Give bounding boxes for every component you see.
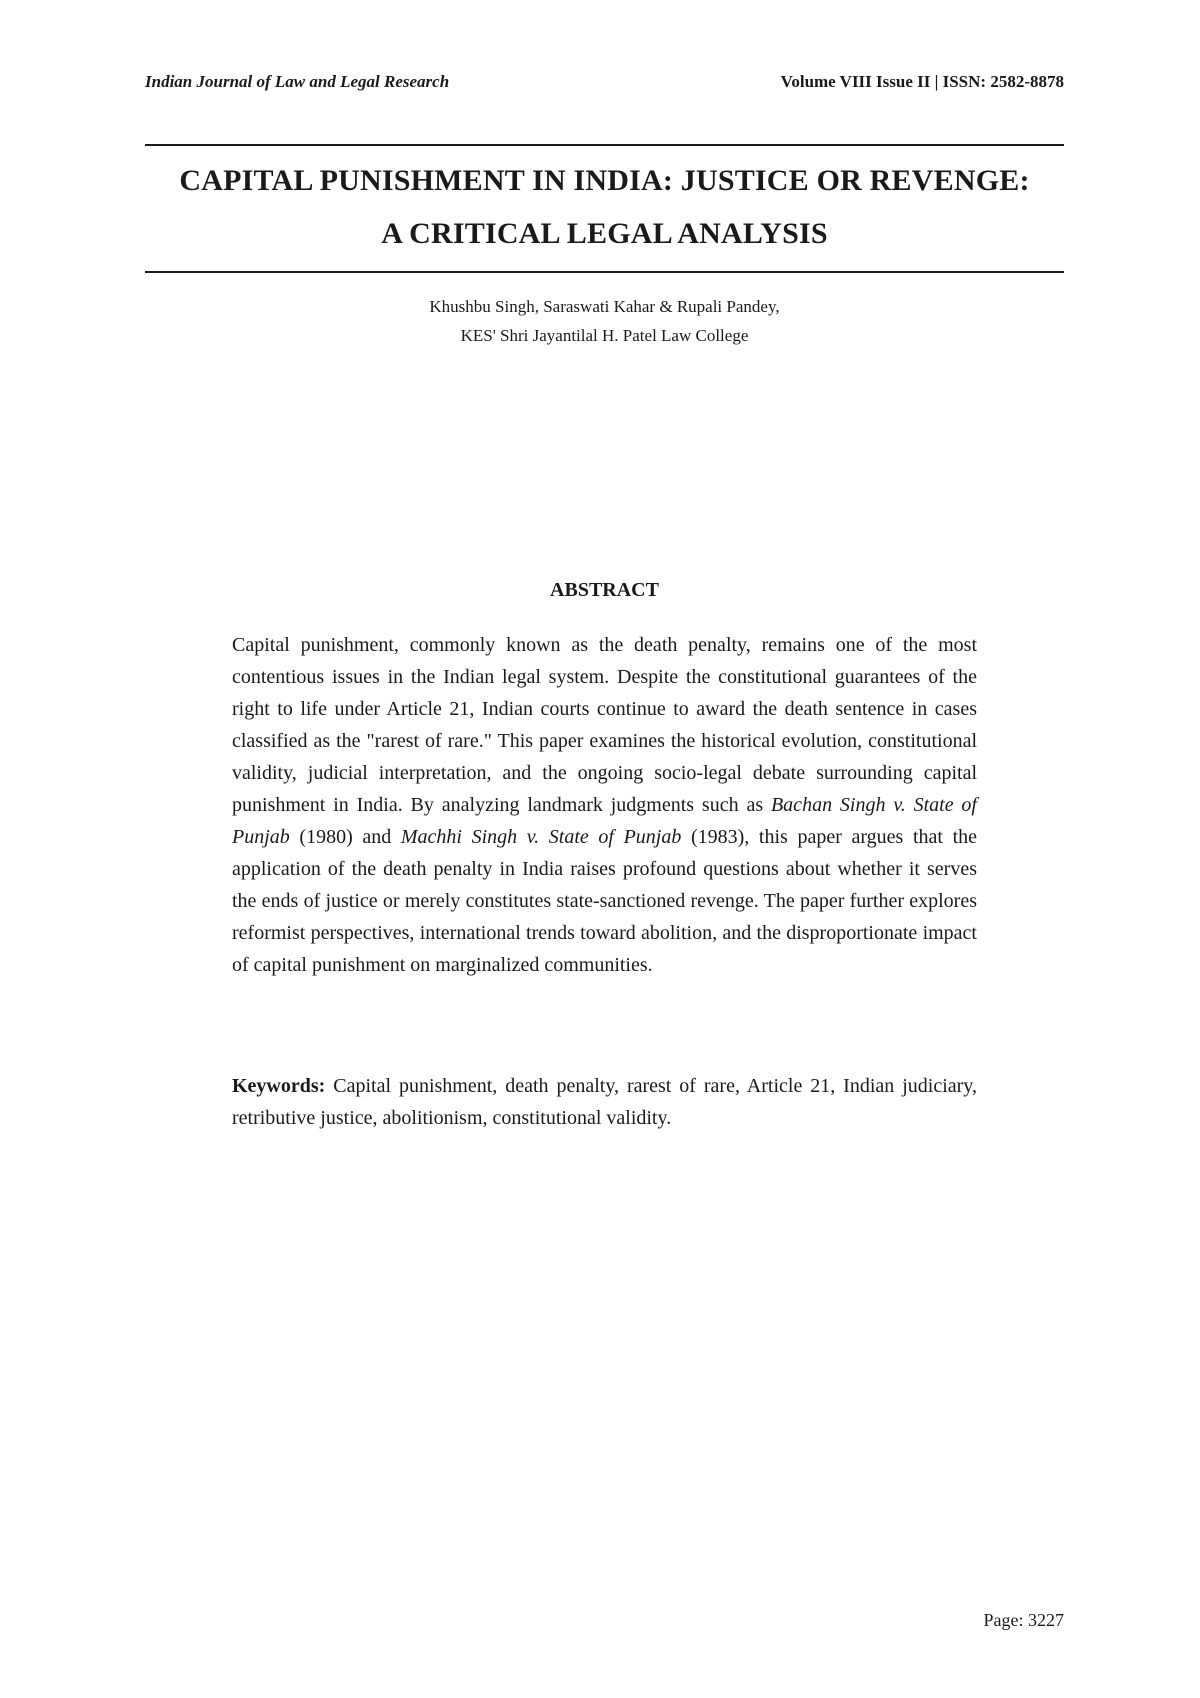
title-line-2: A CRITICAL LEGAL ANALYSIS [381,217,828,250]
paper-title [145,154,1064,260]
abstract-text [232,629,977,981]
title-bottom-rule [145,271,1064,273]
keywords-list: Capital punishment, death penalty, rarest of rare, Article 21, Indian judiciary, retributive justice, abolitionism, constitutional validity. [232,1075,977,1129]
volume-issn: Volume VIII Issue II | ISSN: 2582-8878 [780,72,1064,91]
case-citation-machhi-singh: Machhi Singh v. State of Punjab [400,826,682,848]
author-names: Khushbu Singh, Saraswati Kahar & Rupali Pandey, [429,297,780,316]
title-line-1: CAPITAL PUNISHMENT IN INDIA: JUSTICE OR REVENGE: [179,164,1030,197]
abstract-text-part-1: Capital punishment, commonly known as the death penalty, remains one of the most contentious issues in the Indian legal system. Despite the constitutional guarantees of the right to life under Article 21, Indian courts continue to award the death sentence in cases classified as the "rarest of rare." This paper examines the historical evolution, constitutional validity, judicial interpretation, and the ongoing socio-legal debate surrounding capital punishment in India. By analyzing landmark judgments such as [232,634,977,816]
page-number: Page: 3227 [983,1610,1064,1630]
journal-name: Indian Journal of Law and Legal Research [145,72,450,91]
keywords [232,1070,977,1134]
abstract-heading: ABSTRACT [550,579,659,601]
author-block [145,292,1064,350]
case-citation-bachan-singh: Bachan Singh v. State of Punjab [232,794,977,848]
keywords-label: Keywords: [232,1075,326,1097]
title-top-rule [145,144,1064,146]
author-affiliation: KES' Shri Jayantilal H. Patel Law College [460,326,749,345]
abstract-text-part-2: (1980) and [289,826,401,848]
running-header [145,72,1064,96]
abstract-text-part-3: (1983), this paper argues that the application of the death penalty in India raises profound questions about whether it serves the ends of justice or merely constitutes state-sanctioned revenge. The paper further explores reformist perspectives, international trends toward abolition, and the disproportionate impact of capital punishment on marginalized communities. [232,826,977,976]
